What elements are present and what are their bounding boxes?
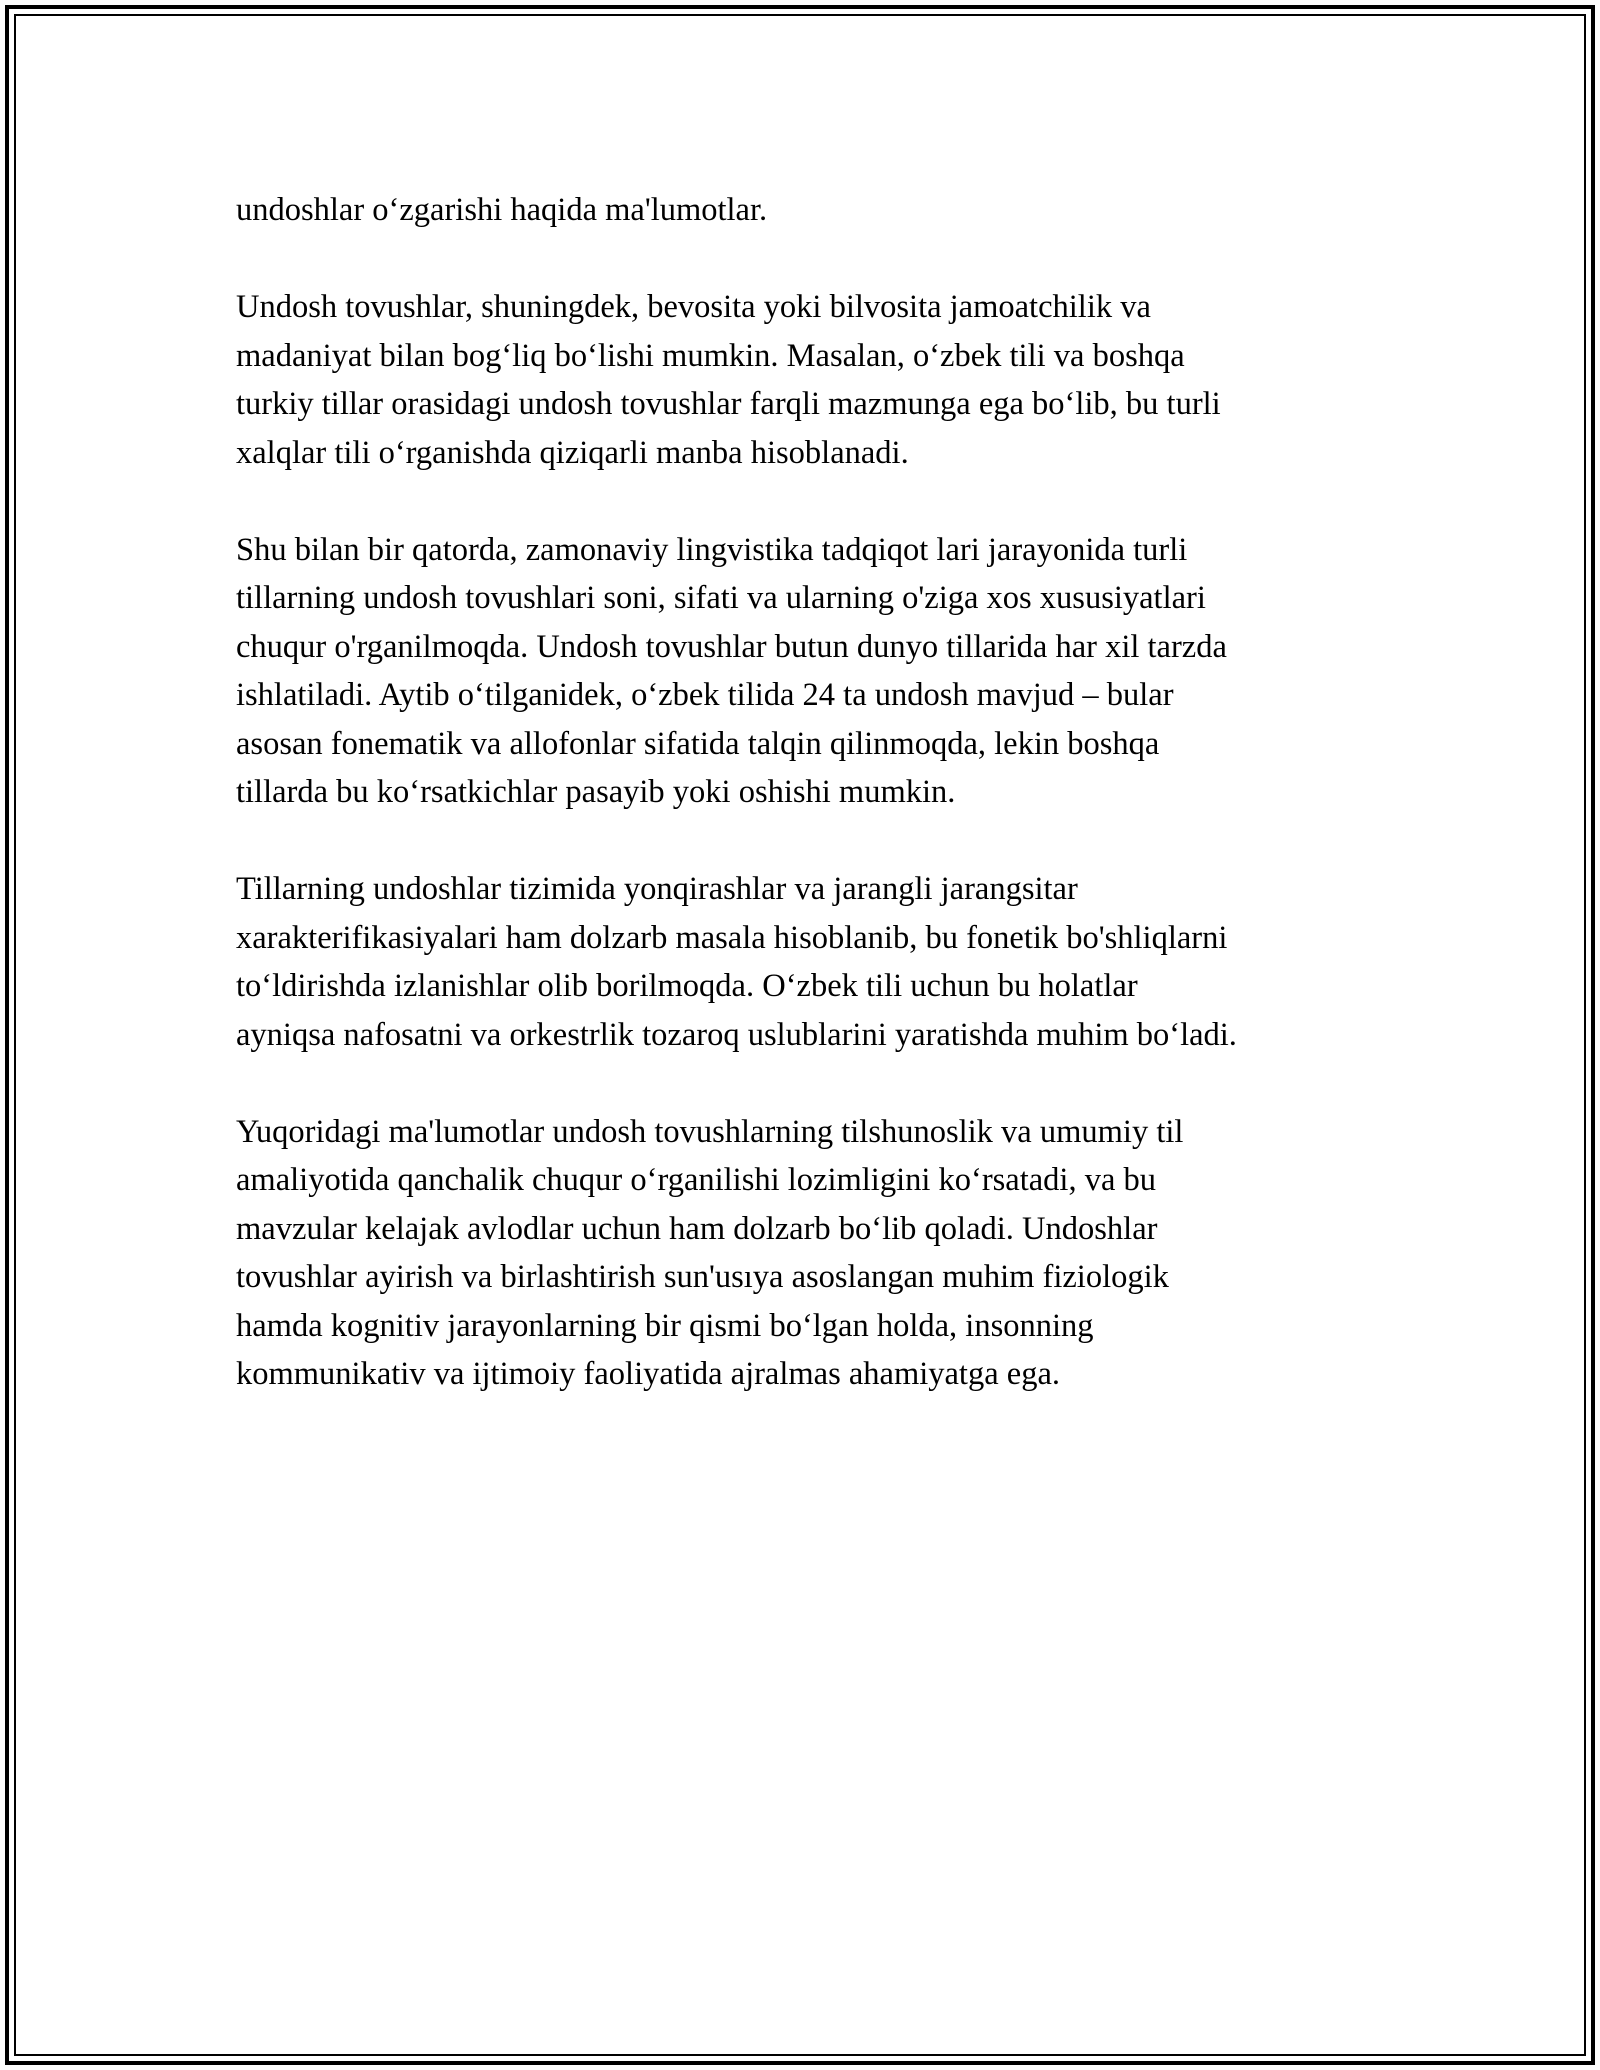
text-line: tovushlar ayirish va birlashtirish sun'usıya asoslangan muhim fiziologik xyxy=(236,1259,1169,1295)
paragraph-5 xyxy=(236,1108,1396,1399)
text-line: asosan fonematik va allofonlar sifatida talqin qilinmoqda, lekin boshqa xyxy=(236,725,1160,762)
text-line: kommunikativ va ijtimoiy faoliyatida ajralmas ahamiyatga ega. xyxy=(236,1356,1060,1392)
text-line: Undosh tovushlar, shuningdek, bevosita yoki bilvosita jamoatchilik va xyxy=(236,289,1151,325)
text-line: ayniqsa nafosatni va orkestrlik tozaroq uslublarini yaratishda muhim bo‘ladi. xyxy=(236,1016,1237,1053)
text-line: tillarning undosh tovushlari soni, sifati va ularning o'ziga xos xususiyatlari xyxy=(236,580,1206,616)
text-line: mavzular kelajak avlodlar uchun ham dolzarb bo‘lib qoladi. Undoshlar xyxy=(236,1210,1158,1247)
paragraph-3 xyxy=(236,526,1396,817)
document-body xyxy=(236,186,1396,1447)
text-line: xalqlar tili o‘rganishda qiziqarli manba hisoblanadi. xyxy=(236,434,909,471)
text-line: amaliyotida qanchalik chuqur o‘rganilishi lozimligini ko‘rsatadi, va bu xyxy=(236,1162,1157,1198)
text-line: madaniyat bilan bog‘liq bo‘lishi mumkin. Masalan, o‘zbek tili va boshqa xyxy=(236,337,1185,374)
paragraph-1 xyxy=(236,186,1396,235)
text-line: turkiy tillar orasidagi undosh tovushlar farqli mazmunga ega bo‘lib, bu turli xyxy=(236,386,1221,422)
text-line: Yuqoridagi ma'lumotlar undosh tovushlarning tilshunoslik va umumiy til xyxy=(236,1113,1184,1150)
text-line: chuqur o'rganilmoqda. Undosh tovushlar butun dunyo tillarida har xil tarzda xyxy=(236,628,1227,665)
text-line: Shu bilan bir qatorda, zamonaviy lingvistika tadqiqot lari jarayonida turli xyxy=(236,531,1188,568)
text-line: hamda kognitiv jarayonlarning bir qismi bo‘lgan holda, insonning xyxy=(236,1307,1094,1344)
text-line: tillarda bu ko‘rsatkichlar pasayib yoki oshishi mumkin. xyxy=(236,774,956,810)
text-line: ishlatiladi. Aytib o‘tilganidek, o‘zbek tilida 24 ta undosh mavjud – bular xyxy=(236,677,1174,713)
text-line: undoshlar o‘zgarishi haqida ma'lumotlar. xyxy=(236,192,768,228)
paragraph-4 xyxy=(236,865,1396,1059)
text-line: to‘ldirishda izlanishlar olib borilmoqda. O‘zbek tili uchun bu holatlar xyxy=(236,968,1138,1004)
text-line: xarakterifikasiyalari ham dolzarb masala hisoblanib, bu fonetik bo'shliqlarni xyxy=(236,919,1228,956)
text-line: Tillarning undoshlar tizimida yonqirashlar va jarangli jarangsitar xyxy=(236,871,1078,907)
paragraph-2 xyxy=(236,283,1396,477)
